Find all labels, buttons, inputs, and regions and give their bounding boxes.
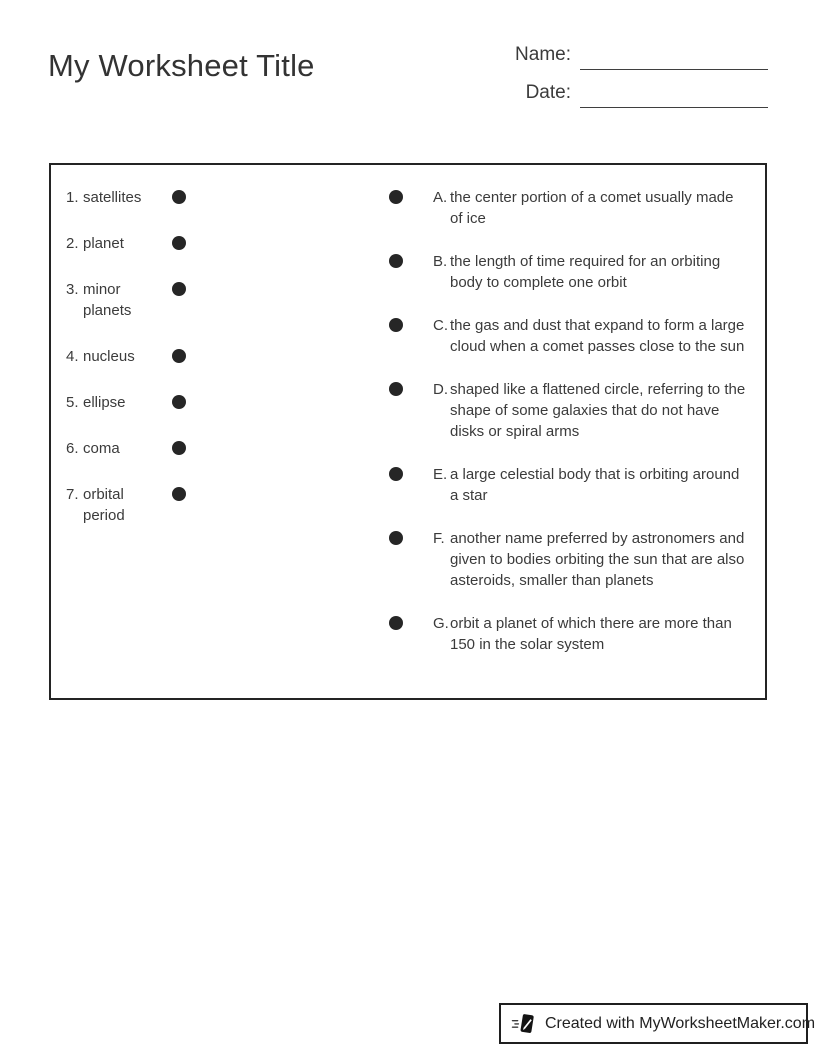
definition-text: shaped like a flattened circle, referring to the shape of some galaxies that do not have disks or spiral arms: [450, 381, 746, 440]
term-text: [66, 233, 172, 254]
term-text: [66, 392, 172, 413]
term-row: [66, 438, 201, 459]
term-label: ellipse: [83, 394, 126, 411]
term-text: [66, 279, 172, 321]
definition-letter: D.: [433, 381, 448, 398]
page-title: My Worksheet Title: [48, 48, 315, 83]
match-dot: [389, 254, 403, 268]
definition-text: a large celestial body that is orbiting around a star: [450, 466, 740, 504]
worksheet-maker-logo-icon: [511, 1011, 537, 1037]
match-dot: [389, 531, 403, 545]
definition-body: [433, 251, 750, 293]
definition-body: [433, 613, 750, 655]
definition-text: another name preferred by astronomers and given to bodies orbiting the sun that are also asteroids, smaller than planets: [450, 530, 745, 589]
term-label: planet: [83, 235, 124, 252]
term-number: 4.: [66, 348, 79, 365]
name-blank-line: [580, 46, 768, 70]
term-row: [66, 346, 201, 367]
term-row: [66, 233, 201, 254]
definition-body: [433, 187, 750, 229]
term-row: [66, 279, 201, 321]
terms-column: [66, 187, 206, 551]
footer-credit-box: [499, 1003, 816, 1044]
matching-exercise-box: [49, 163, 767, 700]
definition-text: the length of time required for an orbiting body to complete one orbit: [450, 253, 721, 291]
definition-letter: G.: [433, 615, 449, 632]
definition-text: orbit a planet of which there are more than 150 in the solar system: [450, 615, 732, 653]
term-label: orbital period: [83, 486, 125, 524]
name-row: [468, 44, 768, 70]
definition-row: [389, 379, 749, 442]
term-number: 7.: [66, 486, 79, 503]
definition-body: [433, 528, 750, 591]
match-dot: [172, 236, 186, 250]
definition-row: [389, 613, 749, 655]
match-dot: [172, 441, 186, 455]
match-dot: [172, 349, 186, 363]
definition-body: [433, 464, 750, 506]
match-dot: [389, 616, 403, 630]
definition-row: [389, 315, 749, 357]
definition-row: [389, 251, 749, 293]
term-row: [66, 484, 201, 526]
match-dot: [389, 467, 403, 481]
definition-letter: B.: [433, 253, 448, 270]
term-label: nucleus: [83, 348, 135, 365]
date-label: Date:: [525, 82, 571, 103]
term-text: [66, 438, 172, 459]
match-dot: [389, 190, 403, 204]
term-number: 6.: [66, 440, 79, 457]
term-label: minor planets: [83, 281, 132, 319]
term-row: [66, 392, 201, 413]
name-date-block: [468, 44, 768, 120]
definition-letter: A.: [433, 189, 448, 206]
term-text: [66, 484, 172, 526]
term-label: satellites: [83, 189, 142, 206]
match-dot: [172, 487, 186, 501]
term-number: 2.: [66, 235, 79, 252]
definition-row: [389, 187, 749, 229]
match-dot: [172, 282, 186, 296]
term-number: 5.: [66, 394, 79, 411]
date-blank-line: [580, 84, 768, 108]
definition-letter: F.: [433, 530, 445, 547]
definition-body: [433, 379, 750, 442]
definition-text: the center portion of a comet usually made of ice: [450, 189, 734, 227]
term-number: 1.: [66, 189, 79, 206]
term-label: coma: [83, 440, 120, 457]
term-number: 3.: [66, 281, 79, 298]
definition-body: [433, 315, 750, 357]
term-row: [66, 187, 201, 208]
match-dot: [172, 190, 186, 204]
date-row: [468, 82, 768, 108]
definition-letter: C.: [433, 317, 448, 334]
match-dot: [172, 395, 186, 409]
definition-row: [389, 464, 749, 506]
footer-credit-text: Created with MyWorksheetMaker.com: [545, 1014, 816, 1032]
definition-row: [389, 528, 749, 591]
term-text: [66, 187, 172, 208]
term-text: [66, 346, 172, 367]
definitions-column: [389, 187, 749, 677]
match-dot: [389, 382, 403, 396]
name-label: Name:: [515, 44, 571, 65]
definition-letter: E.: [433, 466, 448, 483]
match-dot: [389, 318, 403, 332]
definition-text: the gas and dust that expand to form a large cloud when a comet passes close to the sun: [450, 317, 745, 355]
